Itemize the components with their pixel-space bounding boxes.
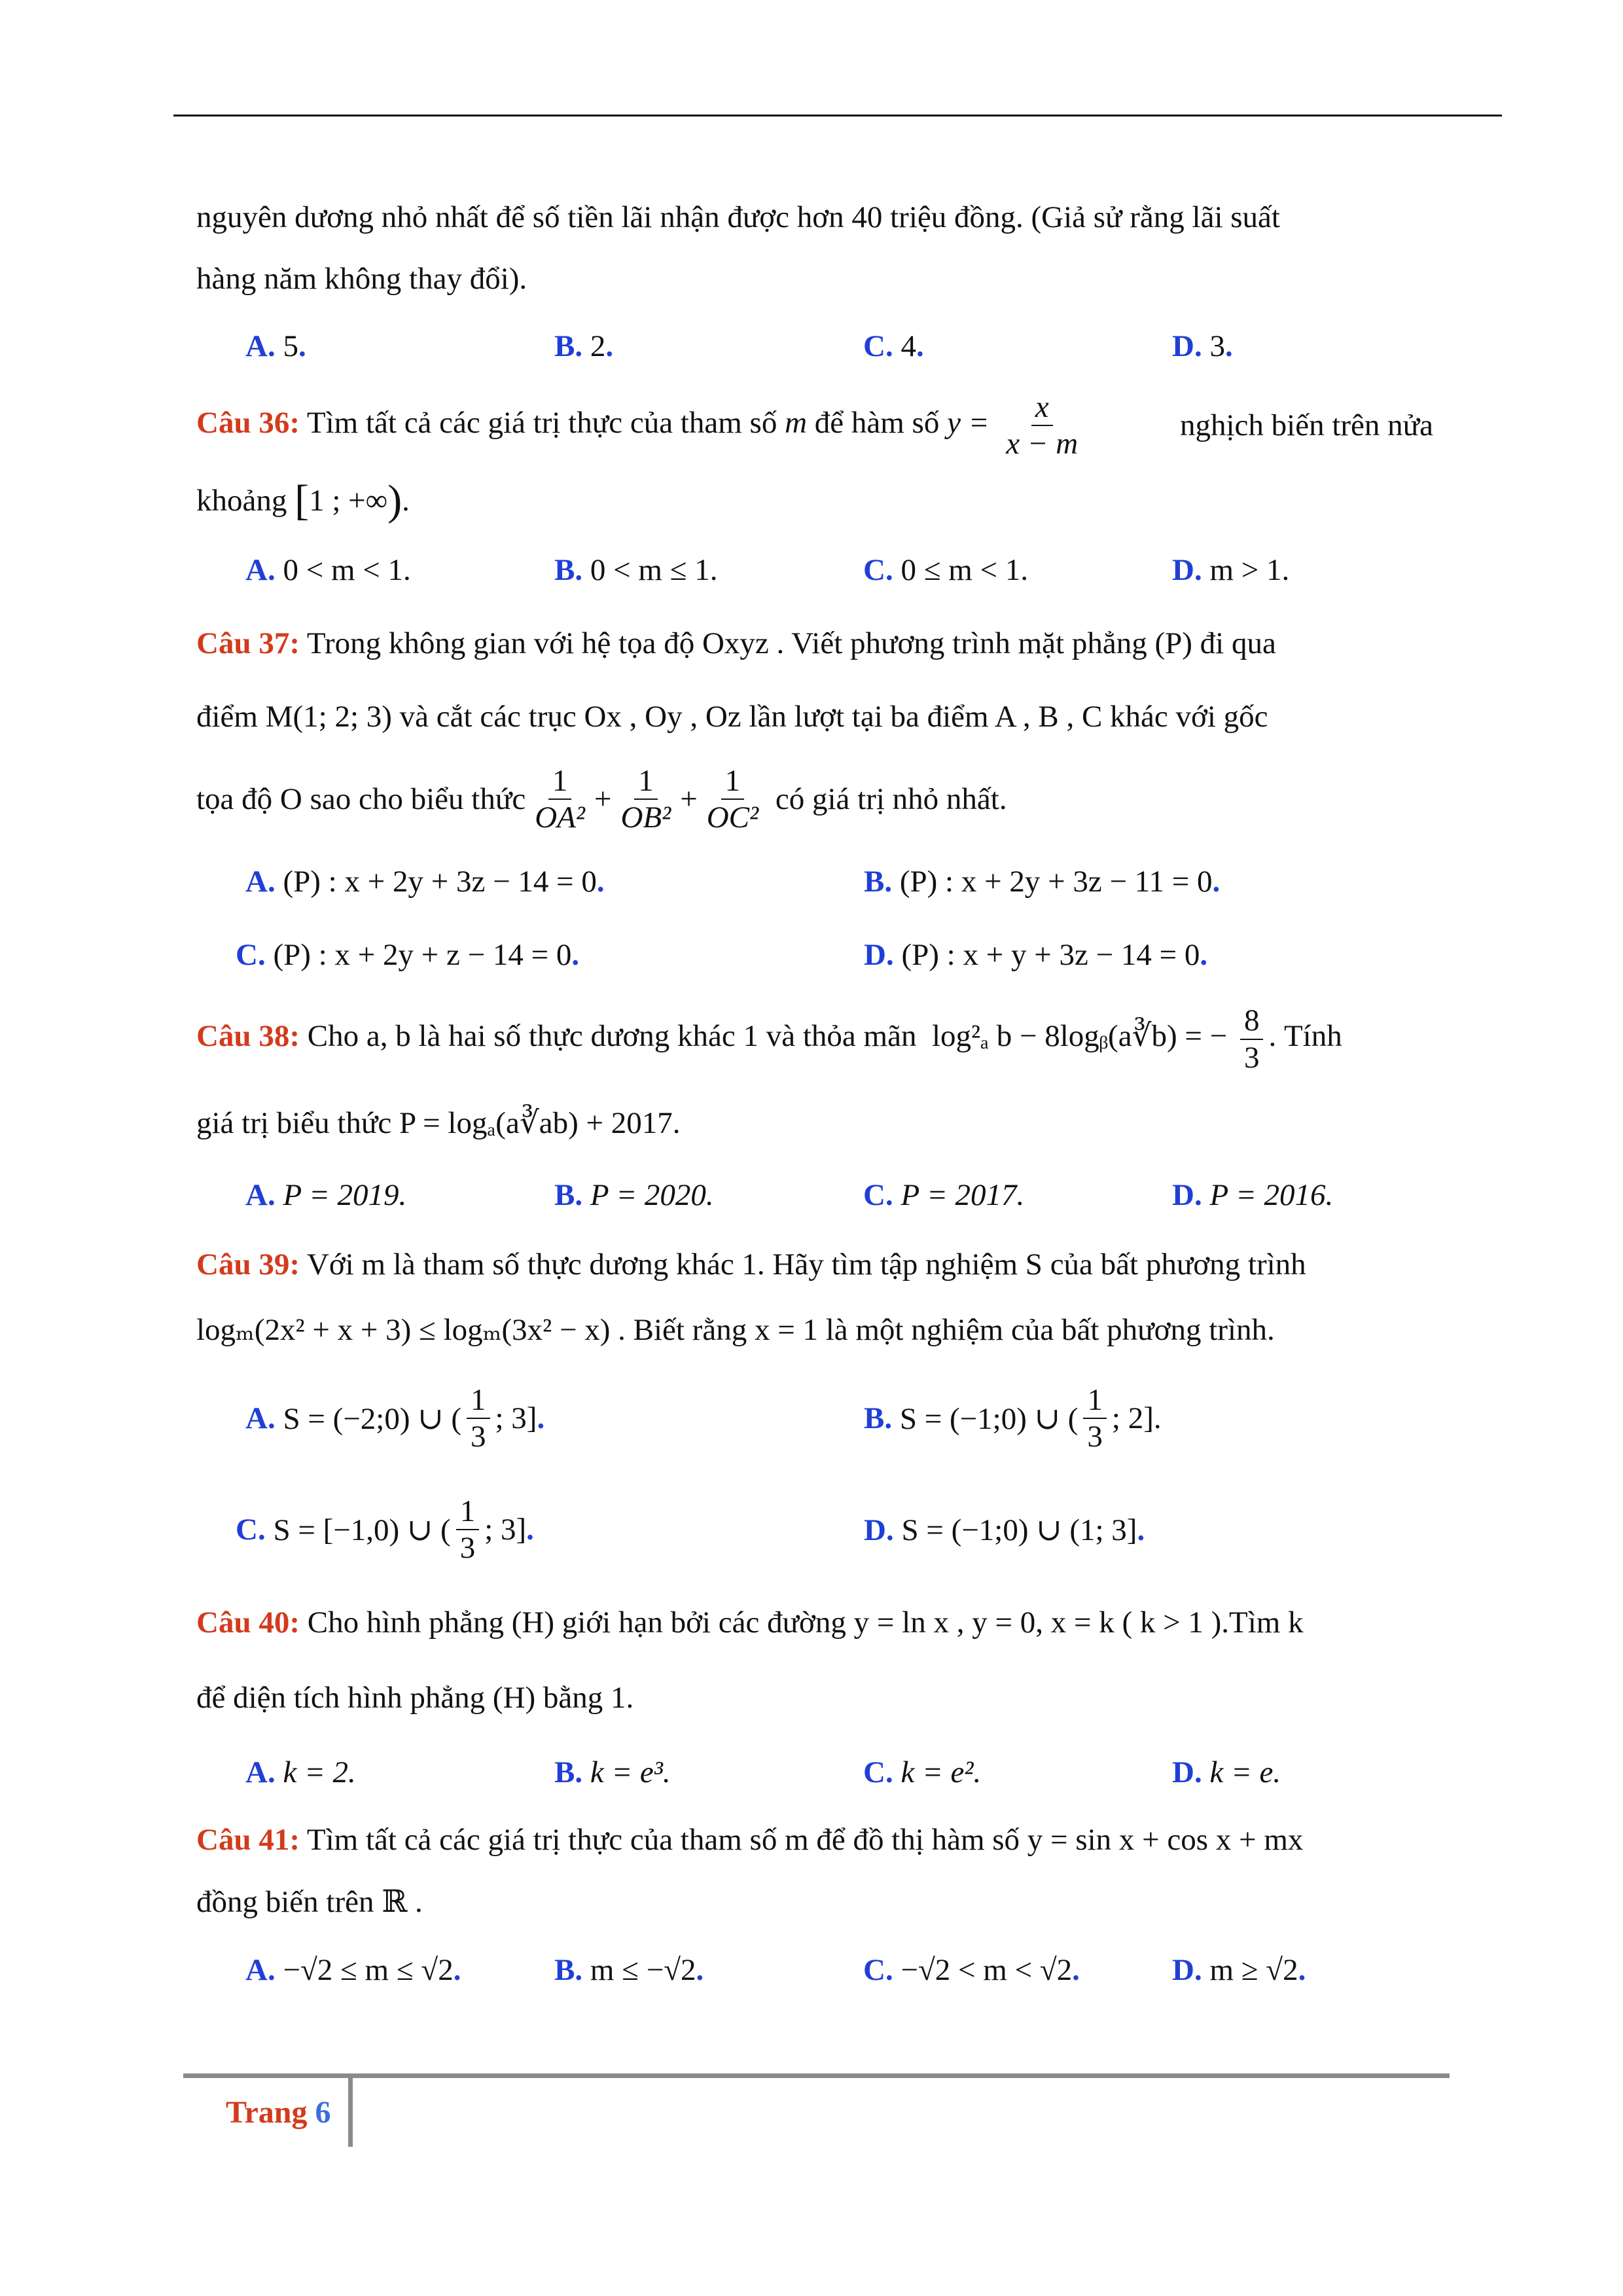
q38-option-b[interactable]: B. P = 2020. <box>554 1178 714 1212</box>
q38-option-a[interactable]: A. P = 2019. <box>245 1178 407 1212</box>
q40-option-c[interactable]: C. k = e². <box>863 1755 982 1789</box>
q36-option-c[interactable]: C. 0 ≤ m < 1. <box>863 553 1029 587</box>
q36-label: Câu 36: <box>196 405 300 440</box>
q39-stem: Câu 39: Với m là tham số thực dương khác 1. Hãy tìm tập nghiệm S của bất phương trình logₘ(2x² + x + 3) ≤ logₘ(3x² − x) . Biết rằng x = 1 là một nghiệm của bất phương trình. <box>196 1247 1306 1347</box>
q39-options-row1 <box>196 1363 1433 1474</box>
q41-option-d[interactable]: D. m ≥ √2. <box>1172 1953 1306 1987</box>
page-number: 6 <box>315 2095 331 2130</box>
q36-option-b[interactable]: B. 0 < m ≤ 1. <box>554 553 718 587</box>
q37-options-row1 <box>196 845 1433 918</box>
q35-stem <box>196 187 1433 310</box>
q37-option-d[interactable]: D. (P) : x + y + 3z − 14 = 0. <box>864 938 1208 972</box>
q39-option-b[interactable]: B. S = (−1;0) ∪ ( $\frac{1}{3}$ ; 2]. <box>864 1382 1162 1454</box>
q37-options-row2 <box>196 918 1433 992</box>
q38-options <box>196 1158 1433 1232</box>
q35-option-d[interactable]: D. 3. <box>1172 329 1233 363</box>
q40-option-b[interactable]: B. k = e³. <box>554 1755 671 1789</box>
q36-options <box>196 533 1433 607</box>
q36-option-a[interactable]: A. 0 < m < 1. <box>245 553 411 587</box>
q38-option-d[interactable]: D. P = 2016. <box>1172 1178 1334 1212</box>
q35-stem-line1: nguyên dương nhỏ nhất để số tiền lãi nhận được hơn 40 triệu đồng. (Giả sử rằng lãi suất <box>196 200 1280 234</box>
q38-option-c[interactable]: C. P = 2017. <box>863 1178 1025 1212</box>
q39-label: Câu 39: <box>196 1247 300 1282</box>
q40-label: Câu 40: <box>196 1605 300 1640</box>
q38-fraction: $\frac{8}{3}$ <box>1240 1003 1264 1075</box>
q36-stem-line1: Câu 36: Tìm tất cả các giá trị thực của tham số m để hàm số y = $\frac{x}{x - m}$ nghịch biến trên nửa <box>196 389 1433 461</box>
q39-option-a[interactable]: A. S = (−2;0) ∪ ( $\frac{1}{3}$ ; 3] . <box>245 1382 545 1454</box>
q37-option-a[interactable]: A. (P) : x + 2y + 3z − 14 = 0. <box>245 865 605 899</box>
q38-stem-line1: Câu 38: Cho a, b là hai số thực dương khác 1 và thỏa mãn log²ₐ b − 8logᵦ(a∛b) = − $\frac{8}{3}$ . Tính <box>196 1003 1342 1075</box>
q36-fraction: $\frac{x}{x - m}$ <box>1006 389 1079 461</box>
q37-stem-line3: tọa độ O sao cho biểu thức $\frac{1}{\text{OA²}}$ + $\frac{1}{\text{OB²}}$ + $\frac{1}{\text{OC²}}$ có giá trị nhỏ nhất. <box>196 763 1007 834</box>
q41-option-c[interactable]: C. −√2 < m < √2. <box>863 1953 1080 1987</box>
q35-stem-line2: hàng năm không thay đổi). <box>196 262 527 296</box>
q39-option-c[interactable]: C. S = [−1,0) ∪ ( $\frac{1}{3}$ ; 3] . <box>236 1494 534 1565</box>
q40-option-d[interactable]: D. k = e. <box>1172 1755 1281 1789</box>
q41-label: Câu 41: <box>196 1823 300 1857</box>
q37-option-b[interactable]: B. (P) : x + 2y + 3z − 11 = 0. <box>864 865 1221 899</box>
q38-label: Câu 38: <box>196 1019 300 1054</box>
q35-option-c[interactable]: C. 4. <box>863 329 924 363</box>
q40-stem: Câu 40: Cho hình phẳng (H) giới hạn bởi các đường y = ln x , y = 0, x = k ( k > 1 ).Tìm k để diện tích hình phẳng (H) bằng 1. <box>196 1605 1304 1715</box>
q41-options <box>196 1933 1433 2007</box>
q37-frac-oa: $\frac{1}{\text{OA²}}$ <box>535 763 585 834</box>
q35-option-b[interactable]: B. 2. <box>554 329 614 363</box>
q37-frac-ob: $\frac{1}{\text{OB²}}$ <box>620 763 671 834</box>
q37-stem: Câu 37: Trong không gian với hệ tọa độ Oxyz . Viết phương trình mặt phẳng (P) đi qua điểm M(1; 2; 3) và cắt các trục Ox , Oy , Oz lần lượt tại ba điểm A , B , C khác với gốc <box>196 626 1276 734</box>
q41-stem: Câu 41: Tìm tất cả các giá trị thực của tham số m để đồ thị hàm số y = sin x + cos x + mx đồng biến trên ℝ . <box>196 1823 1304 1919</box>
q36-interval: 1 ; +∞ <box>309 484 388 518</box>
q40-option-a[interactable]: A. k = 2. <box>245 1755 356 1789</box>
q36-stem-line2: khoảng [ 1 ; +∞ ) . <box>196 476 410 524</box>
header-rule <box>173 115 1502 117</box>
q39-options-row2 <box>196 1474 1433 1585</box>
q37-label: Câu 37: <box>196 626 300 660</box>
page-footer-label <box>226 2094 330 2130</box>
q38-stem-line2: giá trị biểu thức P = logₐ(a∛ab) + 2017. <box>196 1105 681 1140</box>
q41-option-b[interactable]: B. m ≤ −√2. <box>554 1953 704 1987</box>
page-word: Trang <box>226 2095 308 2130</box>
footer-rule <box>183 2073 1450 2078</box>
q35-option-a[interactable]: A. 5. <box>245 329 306 363</box>
q41-option-a[interactable]: A. −√2 ≤ m ≤ √2. <box>245 1953 461 1987</box>
q40-options <box>196 1736 1433 1809</box>
q38-equation: log²ₐ b − 8logᵦ(a∛b) = − <box>931 1019 1228 1054</box>
q37-option-c[interactable]: C. (P) : x + 2y + z − 14 = 0. <box>236 938 580 972</box>
page-content <box>196 187 1433 2007</box>
q39-option-d[interactable]: D. S = (−1;0) ∪ (1; 3]. <box>864 1513 1145 1547</box>
q37-frac-oc: $\frac{1}{\text{OC²}}$ <box>706 763 759 834</box>
q36-option-d[interactable]: D. m > 1. <box>1172 553 1290 587</box>
footer-divider <box>348 2078 353 2147</box>
q35-options <box>196 310 1433 383</box>
